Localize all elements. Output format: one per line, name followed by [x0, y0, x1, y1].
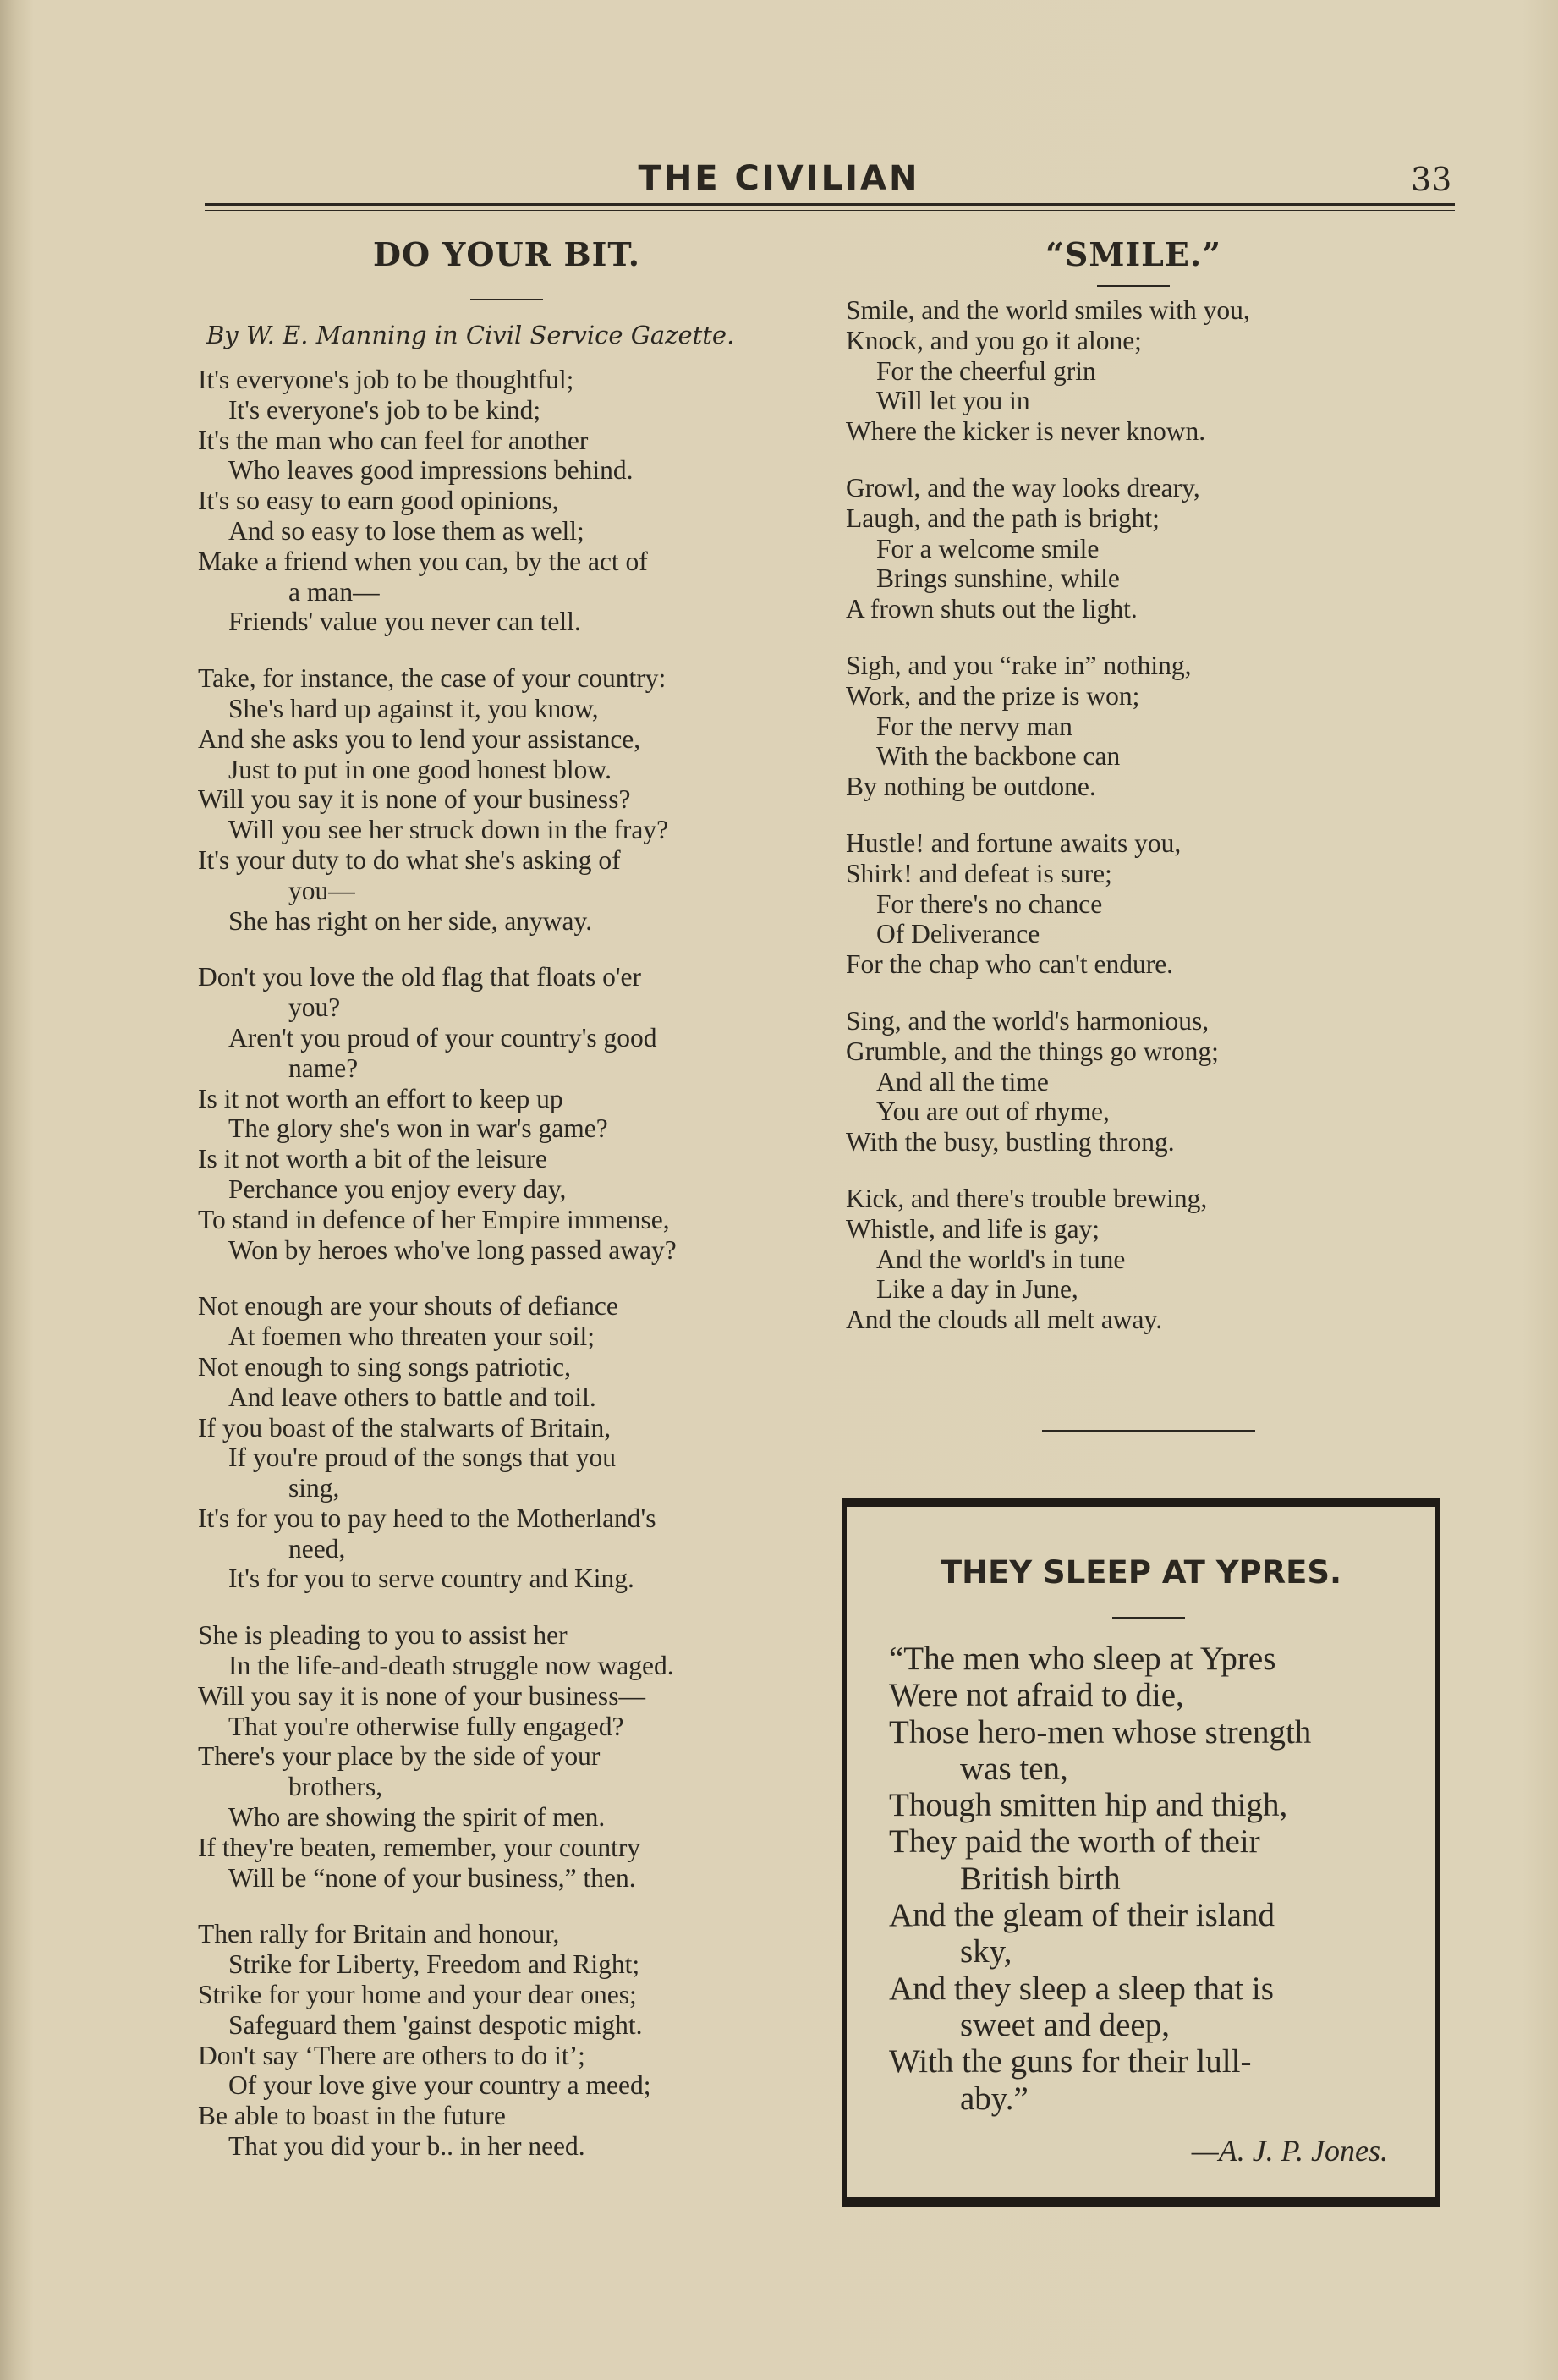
poem-line: Friends' value you never can tell. [228, 607, 581, 637]
poem-line: It's everyone's job to be thoughtful; [198, 365, 574, 394]
poem-line: Who are showing the spirit of men. [228, 1802, 606, 1833]
title-rule [1097, 285, 1170, 287]
poem-line: Safeguard them 'gainst despotic might. [228, 2009, 643, 2040]
poem-line: Won by heroes who've long passed away? [228, 1234, 677, 1265]
stanza [198, 663, 815, 936]
poem-line: Aren't you proud of your country's good [228, 1022, 657, 1053]
poem-line: Were not afraid to die, [889, 1677, 1184, 1714]
poem-line: There's your place by the side of your [198, 1741, 601, 1772]
poem-line: If you're proud of the songs that you [228, 1443, 616, 1473]
poem-line: Of Deliverance [876, 919, 1040, 949]
poem-line: In the life-and-death struggle now waged. [228, 1651, 674, 1681]
poem-line: Will you see her struck down in the fray? [228, 815, 669, 845]
poem-line: If they're beaten, remember, your country [198, 1832, 641, 1862]
poem-line: Like a day in June, [876, 1274, 1078, 1305]
poem-line: Though smitten hip and thigh, [889, 1787, 1288, 1824]
stanza [198, 1291, 815, 1594]
poem-line: That you did your b.. in her need. [228, 2131, 585, 2162]
poem-line: For the chap who can't endure. [846, 949, 1174, 980]
stanza [198, 365, 815, 637]
poem-line: Shirk! and defeat is sure; [846, 858, 1112, 888]
left-column [198, 235, 815, 2188]
poem-line: sweet and deep, [960, 2006, 1170, 2043]
poem-line: For there's no chance [876, 888, 1103, 919]
stanza [198, 1620, 815, 1893]
poem-line: And the clouds all melt away. [846, 1305, 1163, 1335]
poem-line: And all the time [876, 1066, 1049, 1097]
poem-line: Take, for instance, the case of your country: [198, 663, 667, 694]
poem-line: Strike for your home and your dear ones; [198, 1980, 637, 2010]
poem-line: It's so easy to earn good opinions, [198, 486, 559, 516]
poem-line: By nothing be outdone. [846, 772, 1096, 802]
poem-line: A frown shuts out the light. [846, 594, 1138, 624]
poem-line: You are out of rhyme, [876, 1097, 1110, 1127]
stanza [846, 1006, 1421, 1157]
poem-line: Is it not worth an effort to keep up [198, 1083, 563, 1113]
stanza [198, 962, 815, 1265]
stanza [846, 828, 1421, 980]
poem-line: At foemen who threaten your soil; [228, 1322, 595, 1352]
poem-line: Then rally for Britain and honour, [198, 1919, 560, 1949]
poem-line: Strike for Liberty, Freedom and Right; [228, 1949, 640, 1980]
poem-line: name? [288, 1053, 359, 1083]
poem-line: They paid the worth of their [889, 1823, 1260, 1861]
poem-line: It's everyone's job to be kind; [228, 394, 541, 425]
running-header-title: THE CIVILIAN [638, 159, 920, 198]
poem-line: Don't you love the old flag that floats o'er [198, 962, 641, 992]
poem-line: It's for you to serve country and King. [228, 1564, 634, 1594]
poem-line: Work, and the prize is won; [846, 680, 1140, 711]
poem-line: It's for you to pay heed to the Motherland's [198, 1503, 656, 1533]
poem-line: She has right on her side, anyway. [228, 905, 593, 936]
page-number: 33 [1411, 161, 1452, 198]
poem-line: Growl, and the way looks dreary, [846, 472, 1200, 503]
poem-line: Sing, and the world's harmonious, [846, 1005, 1210, 1036]
poem-line: It's the man who can feel for another [198, 425, 589, 455]
poem-line: Not enough to sing songs patriotic, [198, 1351, 571, 1382]
poem-line: For the nervy man [876, 711, 1072, 741]
poem-line: need, [288, 1533, 346, 1564]
poem-line: And they sleep a sleep that is [889, 1970, 1274, 2007]
header-rule [205, 203, 1455, 206]
poem-line: Of your love give your country a meed; [228, 2070, 651, 2101]
title-rule [470, 299, 543, 300]
poem-title-smile: “SMILE.” [1045, 235, 1221, 273]
poem-line: Just to put in one good honest blow. [228, 754, 612, 784]
poem-line: brothers, [288, 1772, 383, 1802]
poem-line: Not enough are your shouts of defiance [198, 1291, 618, 1322]
poem-line: She's hard up against it, you know, [228, 693, 599, 723]
poem-line: That you're otherwise fully engaged? [228, 1711, 624, 1741]
poem-line: It's your duty to do what she's asking of [198, 844, 621, 875]
poem-line: Sigh, and you “rake in” nothing, [846, 650, 1192, 680]
poem-line: The glory she's won in war's game? [228, 1113, 608, 1144]
poem-line: And the gleam of their island [889, 1897, 1275, 1934]
poem-line: Will you say it is none of your business? [198, 784, 631, 815]
poem-line: To stand in defence of her Empire immense, [198, 1204, 670, 1234]
poem-line: And leave others to battle and toil. [228, 1382, 596, 1412]
poem-line: Don't say ‘There are others to do it’; [198, 2040, 585, 2070]
stanza [846, 295, 1421, 447]
poem-line: Brings sunshine, while [876, 563, 1120, 594]
poem-line: With the backbone can [876, 741, 1121, 772]
right-column [846, 235, 1421, 1361]
poem-title-they-sleep-at-ypres: THEY SLEEP AT YPRES. [940, 1554, 1342, 1591]
poem-line: Smile, and the world smiles with you, [846, 295, 1250, 325]
poem-line: She is pleading to you to assist her [198, 1620, 568, 1651]
poem-body-smile [846, 295, 1421, 1335]
poem-line: Those hero-men whose strength [889, 1713, 1312, 1751]
boxed-poem-frame [842, 1498, 1440, 2207]
poem-line: Will you say it is none of your business— [198, 1680, 645, 1711]
poem-line: Whistle, and life is gay; [846, 1213, 1100, 1244]
stanza [198, 1919, 815, 2161]
poem-title-do-your-bit: DO YOUR BIT. [373, 235, 640, 273]
poem-line: you— [288, 875, 355, 905]
stanza [846, 473, 1421, 624]
poem-line: And the world's in tune [876, 1244, 1126, 1274]
poem-line: And so easy to lose them as well; [228, 515, 584, 546]
header-rule-thin [205, 210, 1455, 211]
poem-line: “The men who sleep at Ypres [889, 1641, 1276, 1677]
poem-body-they-sleep-at-ypres [889, 1641, 1413, 2117]
poem-line: Be able to boast in the future [198, 2101, 506, 2131]
poem-line: Will be “none of your business,” then. [228, 1862, 636, 1893]
poem-line: was ten, [960, 1750, 1068, 1787]
poem-line: Laugh, and the path is bright; [846, 503, 1160, 533]
poem-author: —A. J. P. Jones. [1191, 2134, 1388, 2168]
poem-line: Make a friend when you can, by the act of [198, 546, 648, 576]
poem-line: Kick, and there's trouble brewing, [846, 1183, 1208, 1213]
poem-line: Is it not worth a bit of the leisure [198, 1144, 547, 1174]
poem-line: With the guns for their lull- [889, 2043, 1252, 2080]
stanza [846, 1184, 1421, 1335]
poem-line: British birth [960, 1860, 1121, 1897]
poem-line: For a welcome smile [876, 533, 1100, 563]
title-rule [1112, 1617, 1185, 1619]
poem-line: With the busy, bustling throng. [846, 1127, 1175, 1157]
byline: By W. E. Manning in Civil Service Gazette. [206, 321, 735, 349]
poem-line: And she asks you to lend your assistance, [198, 723, 641, 754]
poem-line: Will let you in [876, 386, 1030, 416]
poem-line: Perchance you enjoy every day, [228, 1174, 567, 1204]
section-end-rule [1042, 1430, 1255, 1432]
poem-line: a man— [288, 576, 380, 607]
poem-line: sky, [960, 1933, 1012, 1971]
poem-line: Grumble, and the things go wrong; [846, 1036, 1219, 1066]
poem-line: aby.” [960, 2080, 1029, 2117]
poem-line: Where the kicker is never known. [846, 416, 1206, 447]
poem-line: If you boast of the stalwarts of Britain, [198, 1412, 612, 1443]
poem-line: you? [288, 992, 341, 1023]
poem-line: Who leaves good impressions behind. [228, 455, 634, 486]
poem-line: For the cheerful grin [876, 355, 1096, 386]
poem-line: sing, [288, 1473, 340, 1503]
poem-line: Knock, and you go it alone; [846, 325, 1142, 355]
poem-line: Hustle! and fortune awaits you, [846, 827, 1182, 858]
poem-body-do-your-bit [198, 365, 815, 2162]
stanza [846, 651, 1421, 802]
